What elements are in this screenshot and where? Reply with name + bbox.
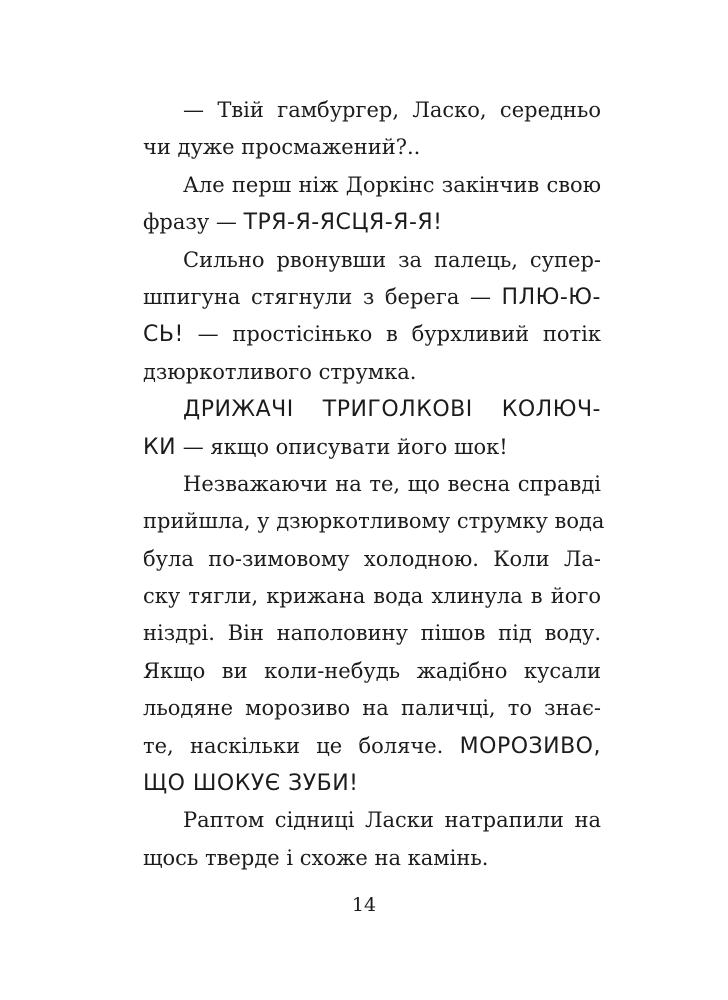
text-line (143, 690, 601, 727)
text-line (143, 279, 601, 316)
text-run: шпигуна стягнули з берега — (143, 284, 502, 309)
text-run: щось тверде і схоже на камінь. (143, 845, 489, 870)
text-line (143, 541, 601, 578)
text-run: ску тягли, крижана вода хлинула в його (143, 584, 601, 609)
text-line (143, 765, 601, 802)
text-line (143, 802, 601, 839)
text-line (143, 503, 605, 540)
text-run: була по-зимовому холодною. Коли Ла- (143, 546, 601, 571)
text-run: Якщо ви коли-небудь жадібно кусали (143, 658, 601, 683)
text-run: прийшла, у дзюркотливому струмку вода (143, 509, 605, 534)
text-line (143, 316, 601, 353)
page-number: 14 (351, 894, 377, 916)
sound-effect: ДРИЖАЧІ ТРИГОЛКОВІ КОЛЮЧ- (183, 397, 601, 423)
sound-effect: ПЛЮ-Ю- (501, 284, 601, 310)
text-line (143, 728, 601, 765)
sound-effect: КИ (143, 434, 177, 460)
text-line (143, 242, 601, 279)
sound-effect: ЩО ШОКУЄ ЗУБИ! (143, 771, 359, 797)
text-run: Незважаючи на те, що весна справді (183, 471, 601, 496)
text-line (143, 167, 601, 204)
text-run: те, наскільки це боляче. (143, 733, 460, 758)
sound-effect: СЬ! (143, 322, 184, 348)
text-run: Але перш ніж Доркінс закінчив свою (183, 172, 601, 197)
text-run: — якщо описувати його шок! (176, 434, 508, 459)
text-run: — простісінько в бурхливий потік (183, 322, 601, 347)
page-text (143, 92, 605, 877)
text-run: дзюркотливого струмка. (143, 359, 417, 384)
text-line (143, 466, 601, 503)
text-line (143, 354, 601, 391)
text-line (143, 578, 601, 615)
text-line (143, 429, 601, 466)
text-run: льодяне морозиво на паличці, то знає- (143, 696, 601, 721)
text-line (143, 92, 601, 129)
text-line (143, 391, 601, 428)
text-run: Раптом сідниці Ласки натрапили на (183, 808, 601, 833)
text-line (143, 840, 601, 877)
text-run: чи дуже просмажений?.. (143, 135, 421, 160)
sound-effect: ТРЯ-Я-ЯСЦЯ-Я-Я! (243, 210, 443, 236)
text-run: фразу — (143, 210, 244, 235)
text-run: Сильно рвонувши за палець, супер- (183, 247, 601, 272)
text-line (143, 204, 601, 241)
text-line (143, 615, 601, 652)
text-run: ніздрі. Він наполовину пішов під воду. (143, 621, 601, 646)
text-run: — Твій гамбургер, Ласко, середньо (183, 98, 601, 122)
text-line (143, 129, 601, 166)
sound-effect: МОРОЗИВО, (459, 733, 601, 759)
text-line (143, 653, 601, 690)
